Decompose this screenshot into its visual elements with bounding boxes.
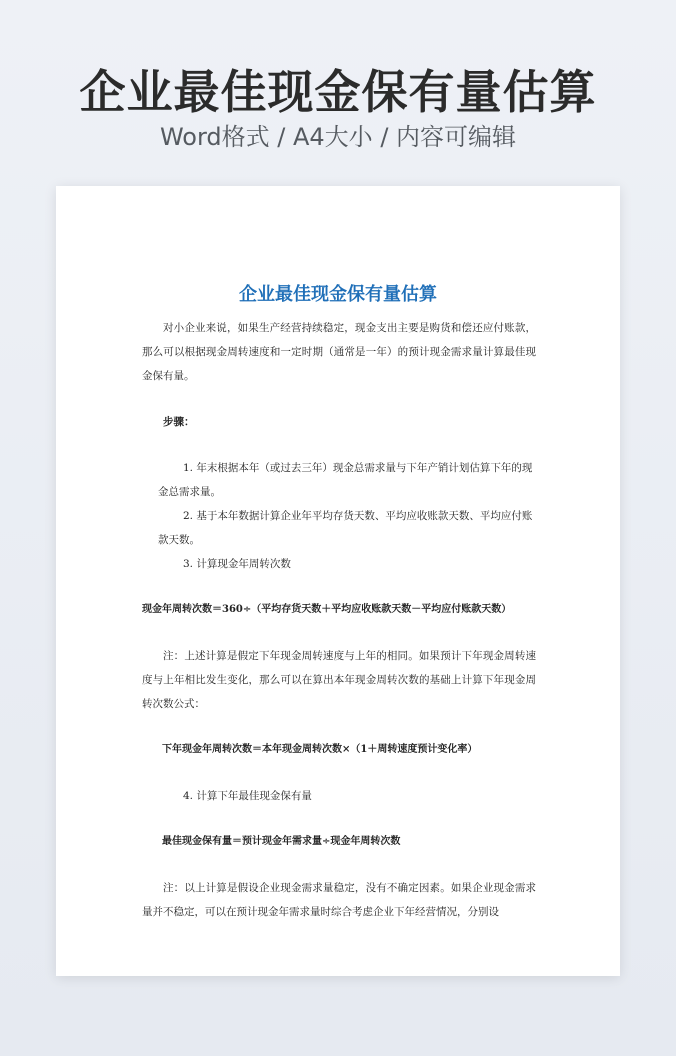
banner-subtitle: Word格式 / A4大小 / 内容可编辑: [159, 123, 517, 151]
document-body: [142, 316, 536, 924]
spacer: [142, 576, 536, 598]
intro-paragraph: 对小企业来说，如果生产经营持续稳定，现金支出主要是购货和偿还应付账款，那么可以根据现金周转速度和一定时期（通常是一年）的预计现金需求量计算最佳现金保有量。: [142, 322, 536, 382]
formula-next-year-turnover: 下年现金年周转次数＝本年现金周转次数×（1＋周转速度预计变化率）: [162, 744, 478, 755]
spacer: [142, 716, 536, 738]
banner-title: 企业最佳现金保有量估算: [79, 65, 597, 119]
step-1: 1. 年末根据本年（或过去三年）现金总需求量与下年产销计划估算下年的现金总需求量。: [158, 462, 533, 498]
formula-optimal-cash: 最佳现金保有量＝预计现金年需求量÷现金年周转次数: [162, 836, 401, 847]
document-title: 企业最佳现金保有量估算: [239, 284, 437, 305]
document-page: [56, 186, 620, 976]
note-2: 注：以上计算是假设企业现金需求量稳定，没有不确定因素。如果企业现金需求量并不稳定，可以在预计现金年需求量时综合考虑企业下年经营情况，分别设: [142, 882, 536, 918]
spacer: [142, 762, 536, 784]
spacer: [142, 808, 536, 830]
step-3: 3. 计算现金年周转次数: [183, 558, 291, 570]
step-4: 4. 计算下年最佳现金保有量: [183, 790, 312, 802]
formula-turnover: 现金年周转次数＝360÷（平均存货天数＋平均应收账款天数－平均应付账款天数）: [142, 604, 512, 615]
spacer: [142, 388, 536, 410]
spacer: [142, 854, 536, 876]
note-1: 注：上述计算是假定下年现金周转速度与上年的相同。如果预计下年现金周转速度与上年相比发生变化，那么可以在算出本年现金周转次数的基础上计算下年现金周转次数公式：: [142, 650, 536, 710]
spacer: [142, 622, 536, 644]
steps-label: 步骤：: [163, 416, 195, 428]
step-2: 2. 基于本年数据计算企业年平均存货天数、平均应收账款天数、平均应付账款天数。: [158, 510, 533, 546]
spacer: [142, 434, 536, 456]
